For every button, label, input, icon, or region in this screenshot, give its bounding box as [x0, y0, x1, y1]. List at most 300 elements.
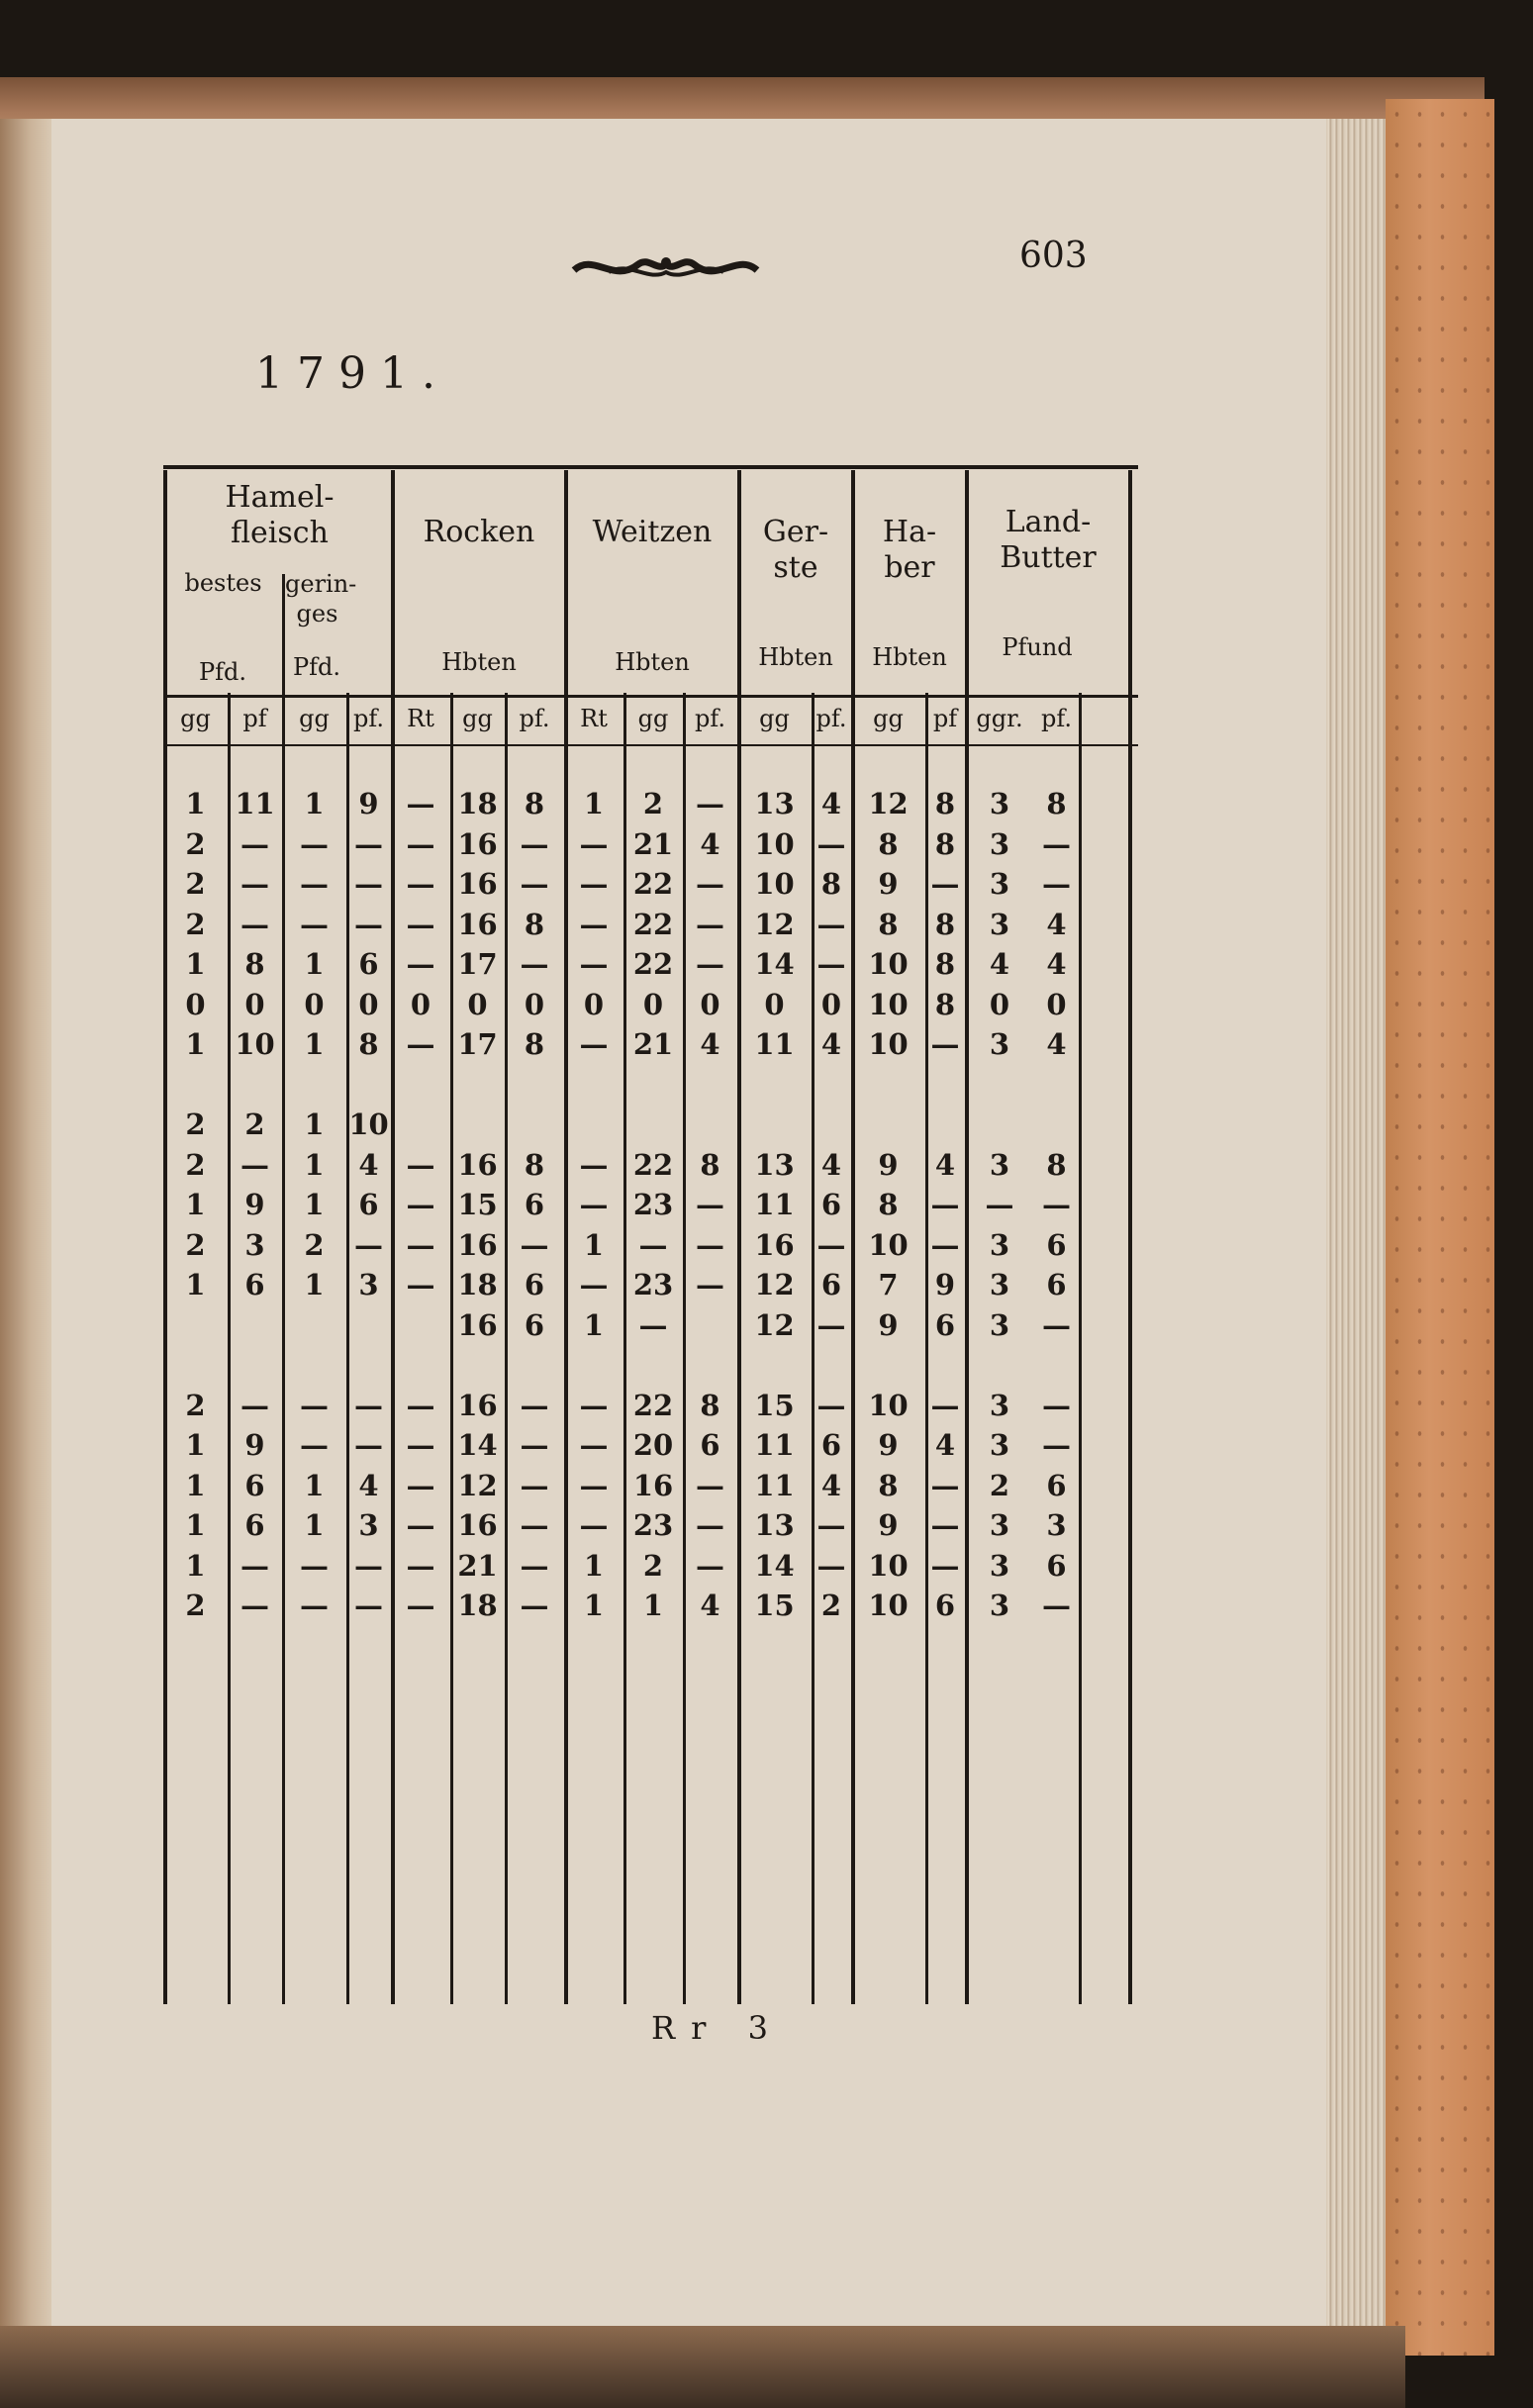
table-cell: —: [406, 907, 435, 941]
table-cell: 15: [457, 1188, 498, 1221]
table-cell: 3: [989, 1268, 1010, 1301]
table-cell: —: [406, 1508, 435, 1542]
table-cell: —: [354, 1589, 383, 1622]
table-cell: —: [406, 947, 435, 981]
table-cell: 4: [700, 1589, 720, 1622]
table-cell: 8: [524, 1147, 545, 1182]
subheader-geringes: gerin- ges: [285, 570, 357, 627]
table-cell: 10: [235, 1027, 275, 1061]
table-cell: —: [816, 1388, 846, 1422]
group-header-rocken: Rocken: [423, 515, 535, 549]
unit-label: Hbten: [872, 643, 947, 671]
table-cell: 3: [358, 1508, 379, 1542]
table-cell: —: [579, 826, 609, 861]
table-cell: —: [240, 1147, 269, 1182]
table-cell: 6: [934, 1589, 956, 1622]
table-cell: —: [930, 1188, 960, 1221]
table-cell: 0: [642, 987, 664, 1021]
table-cell: —: [406, 1548, 435, 1583]
table-cell: 2: [185, 1388, 206, 1422]
table-cell: 1: [185, 947, 206, 981]
table-cell: —: [696, 1548, 724, 1583]
table-cell: 9: [934, 1268, 956, 1301]
table-cell: 4: [700, 826, 720, 861]
table-cell: 6: [700, 1428, 720, 1462]
table-cell: 16: [457, 1508, 498, 1542]
table-cell: —: [520, 1428, 549, 1462]
table-cell: 12: [754, 1307, 795, 1342]
currency-label: gg: [873, 705, 904, 732]
table-cell: 0: [304, 987, 325, 1021]
table-cell: 0: [410, 987, 431, 1021]
table-cell: 4: [1046, 907, 1067, 941]
printer-ornament-icon: [569, 242, 762, 292]
table-cell: —: [1042, 1589, 1071, 1622]
table-cell: 6: [244, 1468, 265, 1502]
table-cell: —: [579, 1027, 609, 1061]
cover-speckle: [1386, 99, 1494, 2356]
table-cell: 22: [632, 1388, 674, 1422]
table-cell: 0: [244, 987, 265, 1021]
table-cell: 4: [820, 1468, 842, 1502]
table-cell: 4: [820, 1027, 842, 1061]
table-cell: 21: [632, 1027, 674, 1061]
currency-label: pf.: [694, 705, 726, 732]
currency-label: gg: [299, 705, 330, 732]
table-cell: —: [240, 1388, 269, 1422]
table-cell: —: [240, 907, 269, 941]
table-cell: —: [300, 826, 329, 861]
table-cell: 12: [754, 907, 795, 941]
table-cell: —: [300, 1589, 329, 1622]
table-cell: —: [406, 1188, 435, 1221]
column-rule: [1128, 470, 1132, 2004]
table-cell: 3: [989, 1589, 1010, 1622]
currency-label: Rt: [407, 705, 434, 732]
table-cell: 0: [1046, 987, 1067, 1021]
table-cell: —: [696, 947, 724, 981]
table-cell: —: [696, 907, 724, 941]
table-cell: 2: [185, 1227, 206, 1262]
currency-label: pf: [242, 705, 267, 732]
unit-label: Hbten: [441, 648, 517, 676]
table-cell: 7: [878, 1268, 899, 1301]
table-cell: —: [930, 867, 960, 901]
table-cell: —: [300, 867, 329, 901]
table-cell: 1: [185, 787, 206, 820]
table-cell: —: [300, 907, 329, 941]
table-cell: —: [1042, 826, 1071, 861]
table-cell: 2: [185, 1147, 206, 1182]
table-cell: 4: [934, 1147, 956, 1182]
table-cell: 10: [348, 1108, 389, 1141]
table-cell: 8: [524, 907, 545, 941]
table-cell: 2: [185, 867, 206, 901]
table-cell: —: [520, 1508, 549, 1542]
table-cell: 1: [185, 1027, 206, 1061]
unit-label: Pfd.: [292, 653, 341, 681]
subheader-bestes: bestes: [184, 569, 262, 597]
table-cell: —: [696, 867, 724, 901]
table-cell: —: [240, 826, 269, 861]
table-cell: 1: [583, 1548, 605, 1583]
table-cell: 4: [989, 947, 1010, 981]
table-cell: 17: [457, 1027, 498, 1061]
table-cell: 12: [868, 787, 909, 820]
table-cell: 16: [457, 907, 498, 941]
page-edges: [1326, 119, 1386, 2336]
table-cell: —: [300, 1388, 329, 1422]
table-cell: 3: [989, 1307, 1010, 1342]
table-cell: 10: [754, 867, 795, 901]
book-bottom-edge: [0, 2326, 1405, 2408]
table-cell: 1: [304, 1508, 325, 1542]
table-cell: 1: [304, 1468, 325, 1502]
table-cell: —: [520, 1548, 549, 1583]
table-cell: 16: [457, 867, 498, 901]
table-cell: —: [240, 1589, 269, 1622]
table-cell: 3: [989, 1388, 1010, 1422]
table-cell: 8: [934, 907, 956, 941]
table-cell: 8: [820, 867, 842, 901]
table-cell: 8: [358, 1027, 379, 1061]
table-cell: 8: [934, 987, 956, 1021]
table-cell: 6: [244, 1508, 265, 1542]
table-cell: 4: [700, 1027, 720, 1061]
table-cell: —: [579, 867, 609, 901]
table-cell: —: [354, 826, 383, 861]
table-cell: 11: [235, 787, 275, 820]
table-cell: 13: [754, 1147, 795, 1182]
table-cell: —: [520, 947, 549, 981]
table-cell: 2: [244, 1108, 265, 1141]
group-header-gerste: Ger- ste: [762, 515, 829, 585]
table-cell: 8: [244, 947, 265, 981]
table-cell: 2: [304, 1227, 325, 1262]
table-cell: —: [638, 1227, 668, 1262]
table-cell: 0: [185, 987, 206, 1021]
table-cell: —: [520, 826, 549, 861]
table-cell: —: [354, 1428, 383, 1462]
table-cell: 6: [820, 1268, 842, 1301]
table-cell: 1: [642, 1589, 664, 1622]
table-cell: 2: [642, 787, 664, 820]
group-header-weitzen: Weitzen: [592, 515, 713, 549]
unit-label: Hbten: [758, 643, 833, 671]
table-cell: 10: [754, 826, 795, 861]
table-cell: 18: [457, 1589, 498, 1622]
table-cell: 0: [764, 987, 785, 1021]
table-cell: —: [406, 1468, 435, 1502]
table-cell: —: [406, 1027, 435, 1061]
table-cell: 22: [632, 947, 674, 981]
table-cell: 1: [304, 1147, 325, 1182]
table-cell: 6: [358, 1188, 379, 1221]
table-cell: —: [985, 1188, 1014, 1221]
table-cell: 2: [185, 826, 206, 861]
table-cell: 8: [524, 1027, 545, 1061]
table-cell: 9: [878, 1307, 899, 1342]
table-cell: 3: [989, 867, 1010, 901]
table-cell: 22: [632, 867, 674, 901]
page-number: 603: [1019, 236, 1088, 276]
table-cell: 21: [457, 1548, 498, 1583]
table-cell: 8: [878, 826, 899, 861]
table-cell: 1: [583, 1307, 605, 1342]
table-cell: 16: [632, 1468, 674, 1502]
table-cell: 11: [754, 1468, 795, 1502]
table-cell: 10: [868, 1027, 909, 1061]
table-cell: 13: [754, 787, 795, 820]
table-cell: 6: [358, 947, 379, 981]
table-cell: 9: [878, 1147, 899, 1182]
table-cell: 0: [524, 987, 545, 1021]
column-rule: [1079, 693, 1082, 2004]
table-cell: —: [696, 1468, 724, 1502]
table-cell: 16: [457, 1227, 498, 1262]
table-cell: —: [579, 947, 609, 981]
table-cell: 10: [868, 947, 909, 981]
table-cell: 6: [934, 1307, 956, 1342]
currency-label: pf.: [1040, 705, 1073, 732]
table-cell: 6: [244, 1268, 265, 1301]
table-cell: 8: [700, 1388, 720, 1422]
table-cell: —: [406, 1388, 435, 1422]
table-cell: —: [354, 1388, 383, 1422]
table-cell: 20: [632, 1428, 674, 1462]
table-cell: —: [816, 1307, 846, 1342]
table-cell: —: [1042, 867, 1071, 901]
table-cell: —: [406, 787, 435, 820]
table-cell: —: [579, 1428, 609, 1462]
table-cell: —: [520, 1388, 549, 1422]
table-cell: —: [300, 1428, 329, 1462]
table-cell: —: [816, 947, 846, 981]
table-cell: —: [930, 1468, 960, 1502]
table-cell: 6: [1046, 1227, 1067, 1262]
currency-label: gg: [637, 705, 669, 732]
table-cell: —: [696, 1227, 724, 1262]
table-cell: —: [1042, 1307, 1071, 1342]
table-cell: 0: [467, 987, 488, 1021]
table-cell: 6: [1046, 1268, 1067, 1301]
table-cell: —: [816, 1548, 846, 1583]
table-cell: 8: [934, 787, 956, 820]
table-cell: 15: [754, 1589, 795, 1622]
table-cell: —: [240, 867, 269, 901]
table-cell: —: [354, 1548, 383, 1583]
table-cell: 1: [583, 787, 605, 820]
table-cell: 3: [989, 826, 1010, 861]
currency-label: pf.: [815, 705, 847, 732]
table-cell: 4: [820, 787, 842, 820]
table-cell: —: [520, 1589, 549, 1622]
table-cell: 1: [185, 1428, 206, 1462]
currency-label: gg: [180, 705, 211, 732]
table-cell: 18: [457, 787, 498, 820]
table-cell: —: [354, 867, 383, 901]
table-cell: 1: [185, 1508, 206, 1542]
table-cell: —: [696, 1508, 724, 1542]
table-cell: 2: [185, 1108, 206, 1141]
currency-label: pf.: [519, 705, 550, 732]
table-cell: 2: [820, 1589, 842, 1622]
table-cell: 9: [878, 1508, 899, 1542]
table-cell: 4: [820, 1147, 842, 1182]
table-cell: —: [579, 1388, 609, 1422]
table-cell: 0: [700, 987, 720, 1021]
table-cell: 10: [868, 1548, 909, 1583]
table-cell: 3: [989, 787, 1010, 820]
table-cell: 8: [878, 907, 899, 941]
table-cell: 1: [185, 1188, 206, 1221]
table-cell: 16: [457, 826, 498, 861]
table-cell: 1: [304, 1027, 325, 1061]
table-cell: 22: [632, 907, 674, 941]
table-cell: 2: [185, 907, 206, 941]
currency-label: gg: [759, 705, 790, 732]
table-cell: 3: [244, 1227, 265, 1262]
currency-label: ggr.: [976, 705, 1023, 732]
table-cell: 16: [457, 1388, 498, 1422]
table-cell: 3: [1046, 1508, 1067, 1542]
table-cell: 8: [1046, 787, 1067, 820]
facing-page-edge: [0, 119, 51, 2336]
table-cell: —: [816, 1508, 846, 1542]
table-cell: 14: [754, 1548, 795, 1583]
signature-mark: Rr 3: [651, 2009, 784, 2047]
table-cell: 6: [820, 1188, 842, 1221]
table-cell: 8: [878, 1468, 899, 1502]
book-page: [51, 119, 1338, 2326]
table-cell: 8: [524, 787, 545, 820]
table-cell: 4: [358, 1147, 379, 1182]
table-cell: 6: [1046, 1468, 1067, 1502]
table-cell: —: [930, 1227, 960, 1262]
table-cell: 6: [1046, 1548, 1067, 1583]
table-cell: —: [1042, 1388, 1071, 1422]
table-cell: —: [816, 826, 846, 861]
table-cell: 1: [185, 1548, 206, 1583]
table-cell: 3: [989, 1428, 1010, 1462]
table-cell: 4: [934, 1428, 956, 1462]
table-cell: 12: [457, 1468, 498, 1502]
table-cell: 21: [632, 826, 674, 861]
table-cell: —: [354, 907, 383, 941]
table-cell: 1: [185, 1268, 206, 1301]
table-cell: —: [240, 1548, 269, 1583]
table-cell: —: [406, 1268, 435, 1301]
table-cell: —: [579, 1508, 609, 1542]
table-cell: 6: [524, 1268, 545, 1301]
table-cell: 23: [632, 1268, 674, 1301]
table-cell: 6: [524, 1307, 545, 1342]
table-cell: —: [300, 1548, 329, 1583]
table-cell: —: [520, 1468, 549, 1502]
table-cell: 0: [358, 987, 379, 1021]
table-cell: —: [930, 1027, 960, 1061]
table-cell: —: [930, 1508, 960, 1542]
table-cell: 9: [358, 787, 379, 820]
table-cell: 1: [304, 1268, 325, 1301]
table-cell: 16: [754, 1227, 795, 1262]
table-cell: 0: [820, 987, 842, 1021]
table-cell: —: [579, 907, 609, 941]
table-cell: —: [930, 1548, 960, 1583]
year-heading: 1791.: [255, 348, 449, 399]
table-cell: 3: [989, 1147, 1010, 1182]
currency-label: pf: [932, 705, 958, 732]
currency-top-rule: [163, 695, 1138, 698]
table-cell: 0: [989, 987, 1010, 1021]
table-cell: 1: [185, 1468, 206, 1502]
table-cell: 11: [754, 1428, 795, 1462]
table-cell: 10: [868, 1388, 909, 1422]
table-cell: 2: [989, 1468, 1010, 1502]
table-cell: —: [406, 867, 435, 901]
table-cell: —: [930, 1388, 960, 1422]
table-cell: —: [696, 1188, 724, 1221]
table-cell: —: [638, 1307, 668, 1342]
table-cell: 16: [457, 1147, 498, 1182]
table-cell: 12: [754, 1268, 795, 1301]
table-cell: 1: [304, 1188, 325, 1221]
table-cell: 4: [1046, 1027, 1067, 1061]
currency-label: gg: [462, 705, 493, 732]
table-cell: 3: [989, 1227, 1010, 1262]
unit-label: Hbten: [615, 648, 690, 676]
table-cell: 23: [632, 1508, 674, 1542]
table-cell: 6: [524, 1188, 545, 1221]
table-cell: 6: [820, 1428, 842, 1462]
table-cell: —: [1042, 1428, 1071, 1462]
table-cell: —: [406, 1428, 435, 1462]
table-cell: 8: [934, 947, 956, 981]
table-cell: 10: [868, 1227, 909, 1262]
table-cell: 14: [457, 1428, 498, 1462]
table-cell: 4: [358, 1468, 379, 1502]
table-cell: 13: [754, 1508, 795, 1542]
table-cell: 17: [457, 947, 498, 981]
table-cell: 1: [304, 1108, 325, 1141]
group-header-haber: Ha- ber: [882, 515, 937, 585]
table-cell: 2: [642, 1548, 664, 1583]
table-cell: 3: [358, 1268, 379, 1301]
table-cell: 11: [754, 1027, 795, 1061]
table-cell: 10: [868, 1589, 909, 1622]
table-cell: 8: [934, 826, 956, 861]
table-cell: —: [1042, 1188, 1071, 1221]
unit-label: Pfd.: [198, 658, 247, 686]
table-cell: 10: [868, 987, 909, 1021]
table-cell: 9: [244, 1428, 265, 1462]
table-cell: 3: [989, 1548, 1010, 1583]
table-cell: 8: [1046, 1147, 1067, 1182]
table-cell: 8: [878, 1188, 899, 1221]
unit-label: Pfund: [1002, 633, 1073, 661]
table-cell: 18: [457, 1268, 498, 1301]
table-cell: —: [406, 1227, 435, 1262]
currency-label: pf.: [352, 705, 385, 732]
table-cell: —: [579, 1468, 609, 1502]
table-cell: 3: [989, 1508, 1010, 1542]
group-header-butter: Land- Butter: [1000, 505, 1097, 575]
table-cell: —: [816, 1227, 846, 1262]
table-cell: 3: [989, 1027, 1010, 1061]
table-cell: 1: [304, 787, 325, 820]
table-cell: 0: [583, 987, 605, 1021]
table-cell: —: [579, 1188, 609, 1221]
